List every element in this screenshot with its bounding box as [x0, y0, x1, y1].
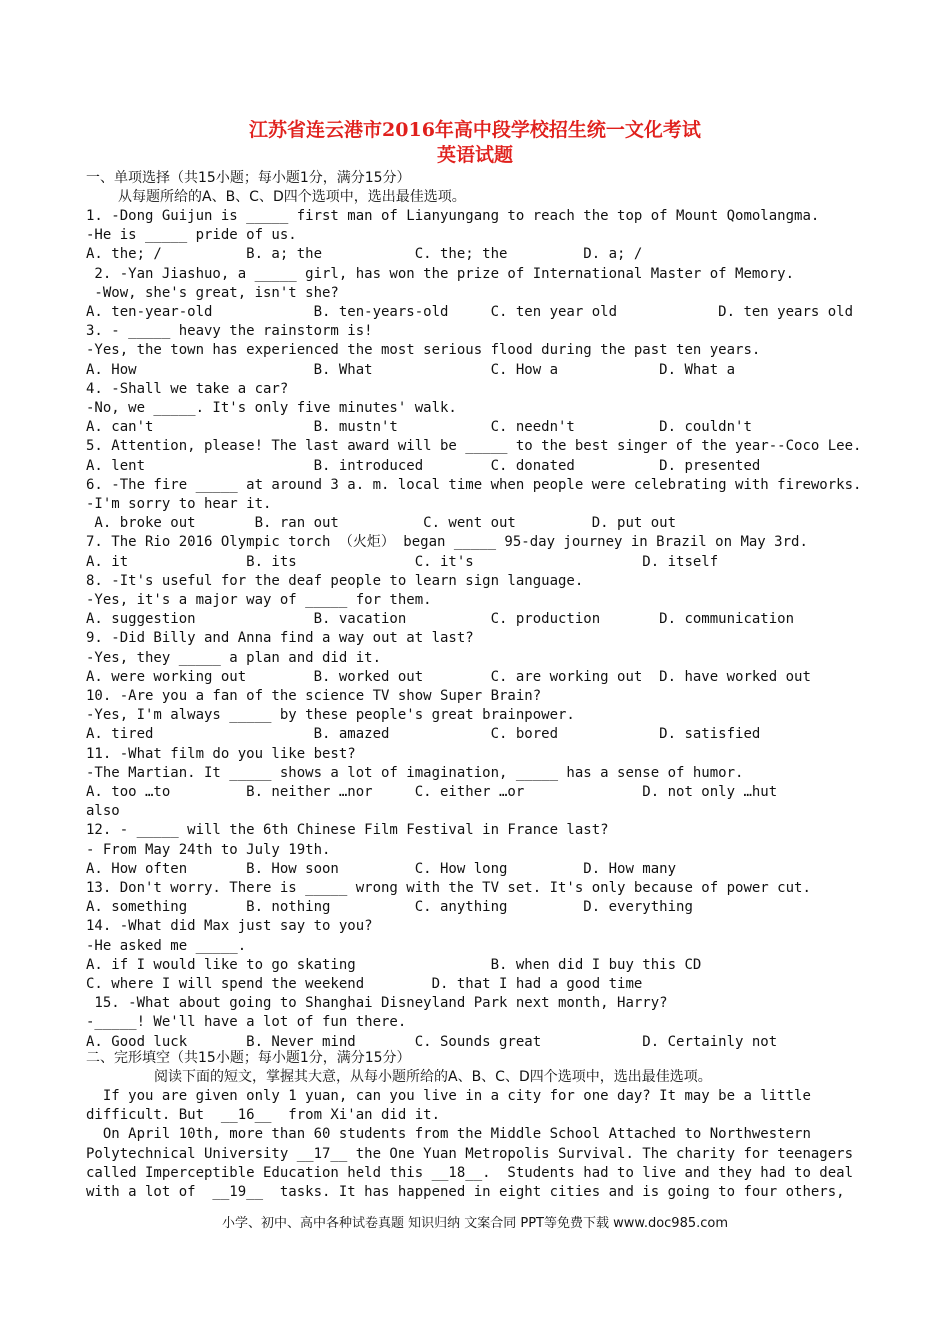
question-line: -Yes, the town has experienced the most serious flood during the past ten years. [86, 342, 761, 358]
section1-instruction: 从每题所给的A、B、C、D四个选项中，选出最佳选项。 [118, 189, 466, 205]
section1-heading: 一、单项选择（共15小题；每小题1分，满分15分） [86, 170, 411, 186]
passage-line: If you are given only 1 yuan, can you live in a city for one day? It may be a little [86, 1088, 811, 1104]
question-line: 9. -Did Billy and Anna find a way out at last? [86, 630, 474, 646]
question-line: A. How often B. How soon C. How long D. How many [86, 861, 677, 877]
question-line: -The Martian. It _____ shows a lot of imagination, _____ has a sense of humor. [86, 765, 744, 781]
question-line: -Yes, I'm always _____ by these people's great brainpower. [86, 707, 575, 723]
question-line: -No, we _____. It's only five minutes' walk. [86, 400, 457, 416]
question-line: 6. -The fire _____ at around 3 a. m. local time when people were celebrating with fireworks. [86, 477, 862, 493]
passage-line: called Imperceptible Education held this __18__. Students had to live and they had to deal [86, 1165, 854, 1181]
question-line: A. something B. nothing C. anything D. everything [86, 899, 693, 915]
question-line: A. the; / B. a; the C. the; the D. a; / [86, 246, 643, 262]
question-line: 1. -Dong Guijun is _____ first man of Lianyungang to reach the top of Mount Qomolangma. [86, 208, 820, 224]
exam-subtitle: 英语试题 [436, 144, 513, 166]
question-line: -Wow, she's great, isn't she? [86, 285, 339, 301]
question-line: - From May 24th to July 19th. [86, 842, 331, 858]
passage-line: difficult. But __16__ from Xi'an did it. [86, 1107, 441, 1123]
question-line: -Yes, they _____ a plan and did it. [86, 650, 382, 666]
question-line: -I'm sorry to hear it. [86, 496, 272, 512]
question-line: also [86, 803, 120, 819]
question-line: 4. -Shall we take a car? [86, 381, 289, 397]
question-line: 3. - _____ heavy the rainstorm is! [86, 323, 373, 339]
question-line: 12. - _____ will the 6th Chinese Film Festival in France last? [86, 822, 609, 838]
passage-line: Polytechnical University __17__ the One Yuan Metropolis Survival. The charity for teenagers [86, 1146, 854, 1162]
question-line: 8. -It's useful for the deaf people to learn sign language. [86, 573, 584, 589]
question-line: 10. -Are you a fan of the science TV show Super Brain? [86, 688, 542, 704]
footer-download-note: 小学、初中、高中各种试卷真题 知识归纳 文案合同 PPT等免费下载 www.doc985.com [221, 1216, 729, 1231]
question-line: -_____! We'll have a lot of fun there. [86, 1014, 407, 1030]
question-line: 5. Attention, please! The last award will be _____ to the best singer of the year--Coco Lee. [86, 438, 862, 454]
question-line: A. lent B. introduced C. donated D. presented [86, 458, 761, 474]
question-line: -Yes, it's a major way of _____ for them. [86, 592, 432, 608]
question-line: A. were working out B. worked out C. are working out D. have worked out [86, 669, 811, 685]
question-line: 15. -What about going to Shanghai Disneyland Park next month, Harry? [86, 995, 668, 1011]
question-line: 2. -Yan Jiashuo, a _____ girl, has won the prize of International Master of Memory. [86, 266, 795, 282]
question-line: 14. -What did Max just say to you? [86, 918, 373, 934]
passage-line: with a lot of __19__ tasks. It has happened in eight cities and is going to four others, [86, 1184, 845, 1200]
exam-title: 江苏省连云港市2016年高中段学校招生统一文化考试 [249, 119, 701, 141]
question-line: A. ten-year-old B. ten-years-old C. ten year old D. ten years old [86, 304, 854, 320]
question-line: C. where I will spend the weekend D. that I had a good time [86, 976, 643, 992]
question-line: -He asked me _____. [86, 938, 247, 954]
question-line: 13. Don't worry. There is _____ wrong with the TV set. It's only because of power cut. [86, 880, 811, 896]
question-line: -He is _____ pride of us. [86, 227, 297, 243]
question-line: A. suggestion B. vacation C. production D. communication [86, 611, 795, 627]
question-line: A. if I would like to go skating B. when did I buy this CD [86, 957, 702, 973]
question-line: A. broke out B. ran out C. went out D. put out [86, 515, 677, 531]
question-line: 11. -What film do you like best? [86, 746, 356, 762]
question-line: A. it B. its C. it's D. itself [86, 554, 719, 570]
question-line: 7. The Rio 2016 Olympic torch （火炬） began _____ 95-day journey in Brazil on May 3rd. [86, 534, 808, 550]
section2-heading: 二、完形填空（共15小题；每小题1分，满分15分） [86, 1050, 411, 1066]
question-line: A. too …to B. neither …nor C. either …or D. not only …hut [86, 784, 778, 800]
question-line: A. Good luck B. Never mind C. Sounds great D. Certainly not [86, 1034, 778, 1050]
section2-instruction: 阅读下面的短文，掌握其大意，从每小题所给的A、B、C、D四个选项中，选出最佳选项。 [154, 1069, 712, 1085]
question-line: A. How B. What C. How a D. What a [86, 362, 736, 378]
passage-line: On April 10th, more than 60 students from the Middle School Attached to Northwestern [86, 1126, 811, 1142]
question-line: A. tired B. amazed C. bored D. satisfied [86, 726, 761, 742]
question-line: A. can't B. mustn't C. needn't D. couldn't [86, 419, 752, 435]
